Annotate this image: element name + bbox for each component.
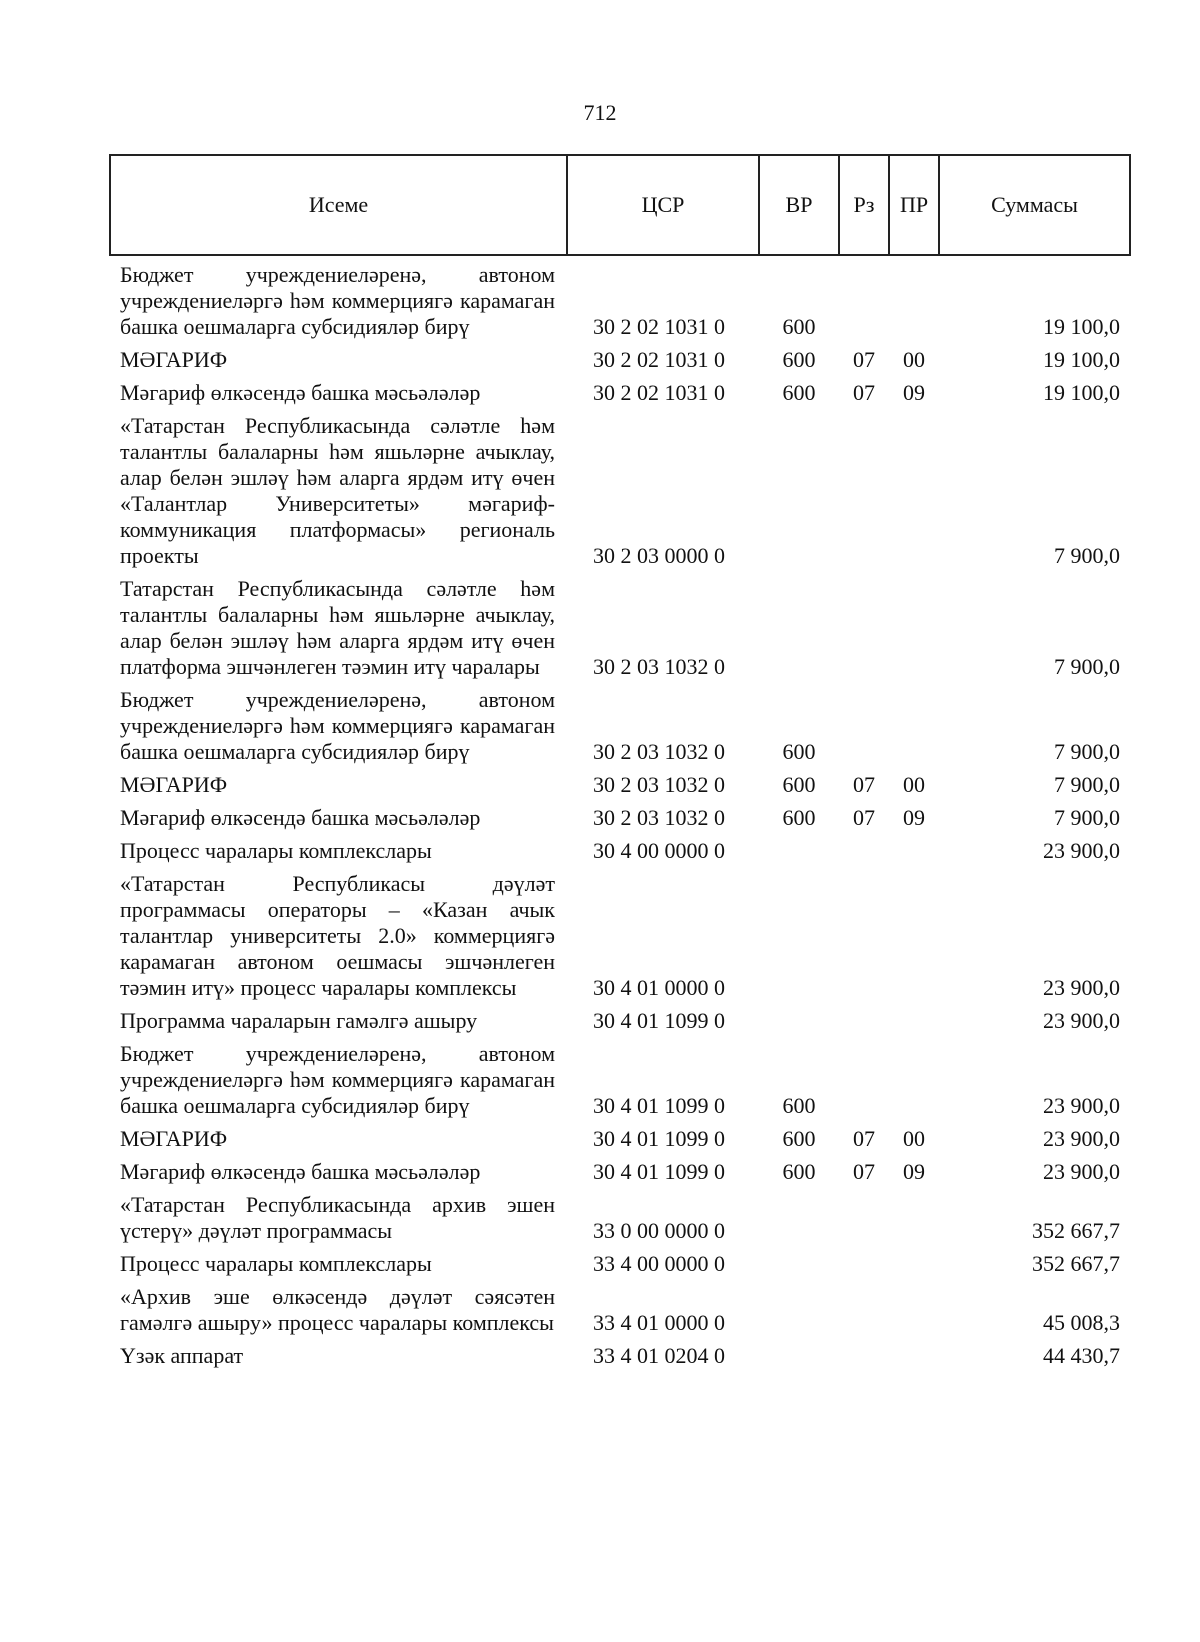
- row-csr: 30 2 03 1032 0: [593, 654, 725, 679]
- row-rz: [839, 683, 889, 768]
- row-vr: 600: [782, 1159, 816, 1184]
- budget-table: [109, 154, 1131, 1372]
- row-vr: [759, 1188, 839, 1247]
- row-sum: 7 900,0: [1054, 739, 1120, 764]
- row-name: «Татарстан Республикасында архив эшен үстерү» дәүләт программасы: [120, 1192, 555, 1243]
- row-rz: 07: [853, 1159, 875, 1184]
- row-name: Татарстан Республикасында сәләтле һәм талантлы балаларны һәм яшьләрне ачыклау, алар белән эшләү һәм аларга ярдәм итү өчен платформа эшчәнлеген тәэмин итү чаралары: [120, 576, 555, 679]
- row-name: МӘГАРИФ: [120, 772, 228, 797]
- row-csr: 33 0 00 0000 0: [593, 1218, 725, 1243]
- row-name: Процесс чаралары комплекслары: [120, 1251, 432, 1276]
- row-rz: [839, 255, 889, 343]
- row-sum: 45 008,3: [1043, 1310, 1120, 1335]
- row-name: МӘГАРИФ: [120, 347, 228, 372]
- table-row: [110, 1004, 1130, 1037]
- row-vr: 600: [782, 805, 816, 830]
- row-csr: 30 2 02 1031 0: [593, 347, 725, 372]
- row-csr: 30 2 03 1032 0: [593, 805, 725, 830]
- row-vr: [759, 409, 839, 572]
- row-csr: 33 4 00 0000 0: [593, 1251, 725, 1276]
- row-name: «Архив эше өлкәсендә дәүләт сәясәтен гамәлгә ашыру» процесс чаралары комплексы: [120, 1284, 555, 1335]
- table-row: [110, 1247, 1130, 1280]
- row-csr: 30 2 03 1032 0: [593, 772, 725, 797]
- row-rz: 07: [853, 805, 875, 830]
- table-row: [110, 1188, 1130, 1247]
- table-row: [110, 1122, 1130, 1155]
- row-name: Мәгариф өлкәсендә башка мәсьәләләр: [120, 1159, 481, 1184]
- table-row: [110, 255, 1130, 343]
- header-rz: Рз: [839, 155, 889, 255]
- row-sum: 7 900,0: [1054, 805, 1120, 830]
- table-row: [110, 409, 1130, 572]
- row-pr: [889, 683, 939, 768]
- row-rz: [839, 1004, 889, 1037]
- table-row: [110, 343, 1130, 376]
- row-vr: 600: [782, 1126, 816, 1151]
- table-row: [110, 376, 1130, 409]
- row-sum: 23 900,0: [1043, 1159, 1120, 1184]
- page-number: 712: [583, 100, 617, 125]
- row-pr: [889, 1280, 939, 1339]
- row-vr: 600: [782, 347, 816, 372]
- row-csr: 30 2 02 1031 0: [593, 380, 725, 405]
- row-pr: [889, 572, 939, 683]
- row-sum: 19 100,0: [1043, 380, 1120, 405]
- row-sum: 7 900,0: [1054, 543, 1120, 568]
- table-row: [110, 683, 1130, 768]
- row-rz: 07: [853, 772, 875, 797]
- row-pr: [889, 867, 939, 1004]
- row-sum: 19 100,0: [1043, 347, 1120, 372]
- row-pr: 09: [903, 805, 925, 830]
- row-vr: [759, 572, 839, 683]
- row-pr: 00: [903, 347, 925, 372]
- row-vr: 600: [782, 314, 816, 339]
- row-rz: [839, 409, 889, 572]
- table-row: [110, 768, 1130, 801]
- row-sum: 7 900,0: [1054, 772, 1120, 797]
- table-row: [110, 1037, 1130, 1122]
- row-rz: [839, 867, 889, 1004]
- row-csr: 30 4 00 0000 0: [593, 838, 725, 863]
- row-rz: 07: [853, 1126, 875, 1151]
- row-vr: 600: [782, 380, 816, 405]
- header-name: Исеме: [110, 155, 567, 255]
- row-csr: 30 2 02 1031 0: [593, 314, 725, 339]
- row-sum: 23 900,0: [1043, 975, 1120, 1000]
- row-sum: 352 667,7: [1032, 1251, 1120, 1276]
- row-rz: 07: [853, 347, 875, 372]
- header-csr: ЦСР: [567, 155, 759, 255]
- row-vr: [759, 1339, 839, 1372]
- row-sum: 7 900,0: [1054, 654, 1120, 679]
- row-pr: 09: [903, 1159, 925, 1184]
- header-pr: ПР: [889, 155, 939, 255]
- row-name: Бюджет учреждениеләренә, автоном учреждениеләргә һәм коммерциягә карамаган башка оешмаларга субсидияләр бирү: [120, 1041, 555, 1118]
- row-rz: [839, 1188, 889, 1247]
- row-name: Программа чараларын гамәлгә ашыру: [120, 1008, 478, 1033]
- row-csr: 30 4 01 1099 0: [593, 1159, 725, 1184]
- table-row: [110, 1280, 1130, 1339]
- row-pr: [889, 1004, 939, 1037]
- table-row: [110, 801, 1130, 834]
- row-vr: [759, 834, 839, 867]
- row-sum: 19 100,0: [1043, 314, 1120, 339]
- row-name: «Татарстан Республикасында сәләтле һәм талантлы балаларны һәм яшьләрне ачыклау, алар белән эшләү һәм аларга ярдәм итү өчен «Талантлар Университеты» мәгариф-коммуникация платформасы» региональ проекты: [120, 413, 555, 568]
- row-sum: 23 900,0: [1043, 838, 1120, 863]
- row-csr: 33 4 01 0204 0: [593, 1343, 725, 1368]
- header-sum: Суммасы: [939, 155, 1130, 255]
- row-rz: [839, 1280, 889, 1339]
- table-row: [110, 572, 1130, 683]
- row-name: Мәгариф өлкәсендә башка мәсьәләләр: [120, 380, 481, 405]
- row-vr: [759, 1247, 839, 1280]
- row-vr: [759, 867, 839, 1004]
- row-rz: [839, 572, 889, 683]
- row-name: Үзәк аппарат: [120, 1343, 244, 1368]
- row-csr: 33 4 01 0000 0: [593, 1310, 725, 1335]
- table-header-row: [110, 155, 1130, 255]
- row-sum: 23 900,0: [1043, 1093, 1120, 1118]
- table-row: [110, 867, 1130, 1004]
- row-rz: [839, 834, 889, 867]
- table-row: [110, 834, 1130, 867]
- row-rz: [839, 1247, 889, 1280]
- row-csr: 30 4 01 1099 0: [593, 1093, 725, 1118]
- row-vr: [759, 1004, 839, 1037]
- row-vr: 600: [782, 1093, 816, 1118]
- row-pr: 00: [903, 772, 925, 797]
- row-pr: [889, 255, 939, 343]
- row-rz: [839, 1037, 889, 1122]
- row-vr: [759, 1280, 839, 1339]
- row-pr: 00: [903, 1126, 925, 1151]
- row-name: Процесс чаралары комплекслары: [120, 838, 432, 863]
- row-csr: 30 4 01 1099 0: [593, 1008, 725, 1033]
- row-pr: [889, 834, 939, 867]
- row-sum: 23 900,0: [1043, 1126, 1120, 1151]
- row-csr: 30 2 03 1032 0: [593, 739, 725, 764]
- row-csr: 30 4 01 1099 0: [593, 1126, 725, 1151]
- row-sum: 44 430,7: [1043, 1343, 1120, 1368]
- table-row: [110, 1339, 1130, 1372]
- row-pr: [889, 1339, 939, 1372]
- row-vr: 600: [782, 772, 816, 797]
- row-pr: [889, 1037, 939, 1122]
- header-vr: ВР: [759, 155, 839, 255]
- row-csr: 30 4 01 0000 0: [593, 975, 725, 1000]
- row-rz: [839, 1339, 889, 1372]
- row-pr: [889, 409, 939, 572]
- row-pr: [889, 1247, 939, 1280]
- row-pr: [889, 1188, 939, 1247]
- row-name: Мәгариф өлкәсендә башка мәсьәләләр: [120, 805, 481, 830]
- table-row: [110, 1155, 1130, 1188]
- row-rz: 07: [853, 380, 875, 405]
- row-name: МӘГАРИФ: [120, 1126, 228, 1151]
- row-sum: 23 900,0: [1043, 1008, 1120, 1033]
- row-name: «Татарстан Республикасы дәүләт программасы операторы – «Казан ачык талантлар университеты 2.0» коммерциягә карамаган автоном оешмасы эшчәнлеген тәэмин итү» процесс чаралары комплексы: [120, 871, 555, 1000]
- row-sum: 352 667,7: [1032, 1218, 1120, 1243]
- row-name: Бюджет учреждениеләренә, автоном учреждениеләргә һәм коммерциягә карамаган башка оешмаларга субсидияләр бирү: [120, 262, 555, 339]
- row-pr: 09: [903, 380, 925, 405]
- row-name: Бюджет учреждениеләренә, автоном учреждениеләргә һәм коммерциягә карамаган башка оешмаларга субсидияләр бирү: [120, 687, 555, 764]
- row-vr: 600: [782, 739, 816, 764]
- row-csr: 30 2 03 0000 0: [593, 543, 725, 568]
